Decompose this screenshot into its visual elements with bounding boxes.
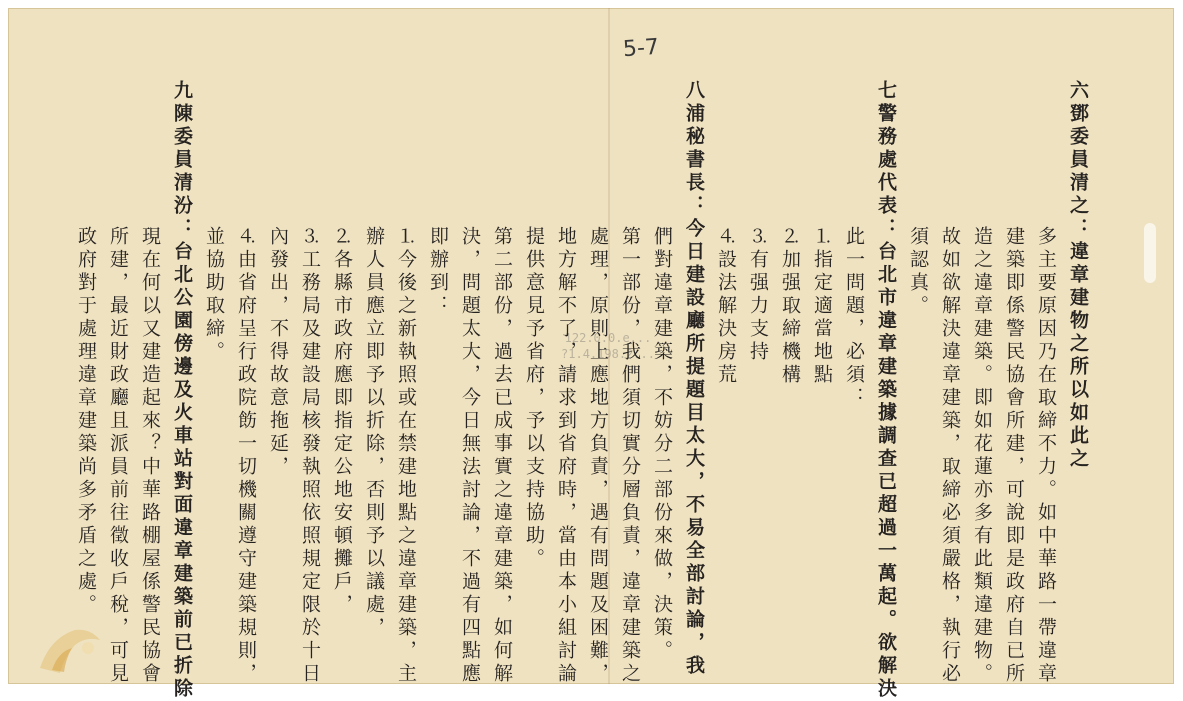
text-column: 們對違章建築，不妨分二部份來做，決策。 [651,226,673,663]
text-column: 處理，原則上應地方負責，遇有問題及困難， [587,226,609,686]
text-column: 七警務處代表：台北市違章建築據調查已超過一萬起。欲解決 [875,80,897,701]
text-column: 政府對于處理違章建築尚多矛盾之處。 [75,226,97,617]
paper-tear [1144,223,1156,283]
text-column: 即辦到： [427,226,449,318]
text-column: 此一問題，必須： [843,226,865,410]
text-column: 並協助取締。 [203,226,225,364]
text-column: 第一部份，我們須切實分層負責，違章建築之 [619,226,641,686]
text-column: 第二部份，過去已成事實之違章建築，如何解 [491,226,513,686]
text-column: 內發出，不得故意拖延， [267,226,289,479]
text-column: 所建，最近財政廳且派員前往徵收戶稅，可見 [107,226,129,686]
text-column: 造之違章建築。即如花蓮亦多有此類違建物。 [971,226,993,686]
document-page [8,8,1174,701]
watermark-line: 122.0.0.e... [564,331,652,345]
text-column: ⒋由省府呈行政院飭一切機關遵守建築規則， [235,226,257,686]
text-column: 九陳委員清汾：台北公園傍邊及火車站對面違章建築前已折除 [171,80,193,701]
text-column: 地方解不了，請求到省府時，當由本小組討論 [555,226,577,686]
text-column: ⒈今後之新執照或在禁建地點之違章建築，主 [395,226,417,686]
text-column: 決，問題太大，今日無法討論，不過有四點應 [459,226,481,686]
page-number: 5-7 [622,34,660,63]
text-column: 六鄧委員清之：違章建物之所以如此之 [1067,80,1089,471]
text-column: 建築即係警民協會所建，可說即是政府自已所 [1003,226,1025,686]
text-column: 現在何以又建造起來？中華路棚屋係警民協會 [139,226,161,686]
text-column: 提供意見予省府，予以支持協助。 [523,226,545,571]
text-column: 故如欲解決違章建築，取締必須嚴格，執行必 [939,226,961,686]
text-column: ⒉加强取締機構 [779,226,801,387]
text-column: 辦人員應立即予以折除，否則予以議處， [363,226,385,640]
text-column: ⒉各縣市政府應即指定公地安頓攤戶， [331,226,353,617]
text-column: 須認真。 [907,226,929,318]
text-column: 多主要原因乃在取締不力。如中華路一帶違章 [1035,226,1057,686]
text-column: ⒋設法解決房荒 [715,226,737,387]
archive-logo-icon [30,618,110,678]
watermark-line: ?1.4.198.2... [561,347,655,361]
text-column: ⒊有强力支持 [747,226,769,364]
text-column: ⒊工務局及建設局核發執照依照規定限於十日 [299,226,321,686]
text-column: ⒈指定適當地點 [811,226,833,387]
text-column: 八浦秘書長：今日建設廳所提題目太大，不易全部討論，我 [683,80,705,678]
